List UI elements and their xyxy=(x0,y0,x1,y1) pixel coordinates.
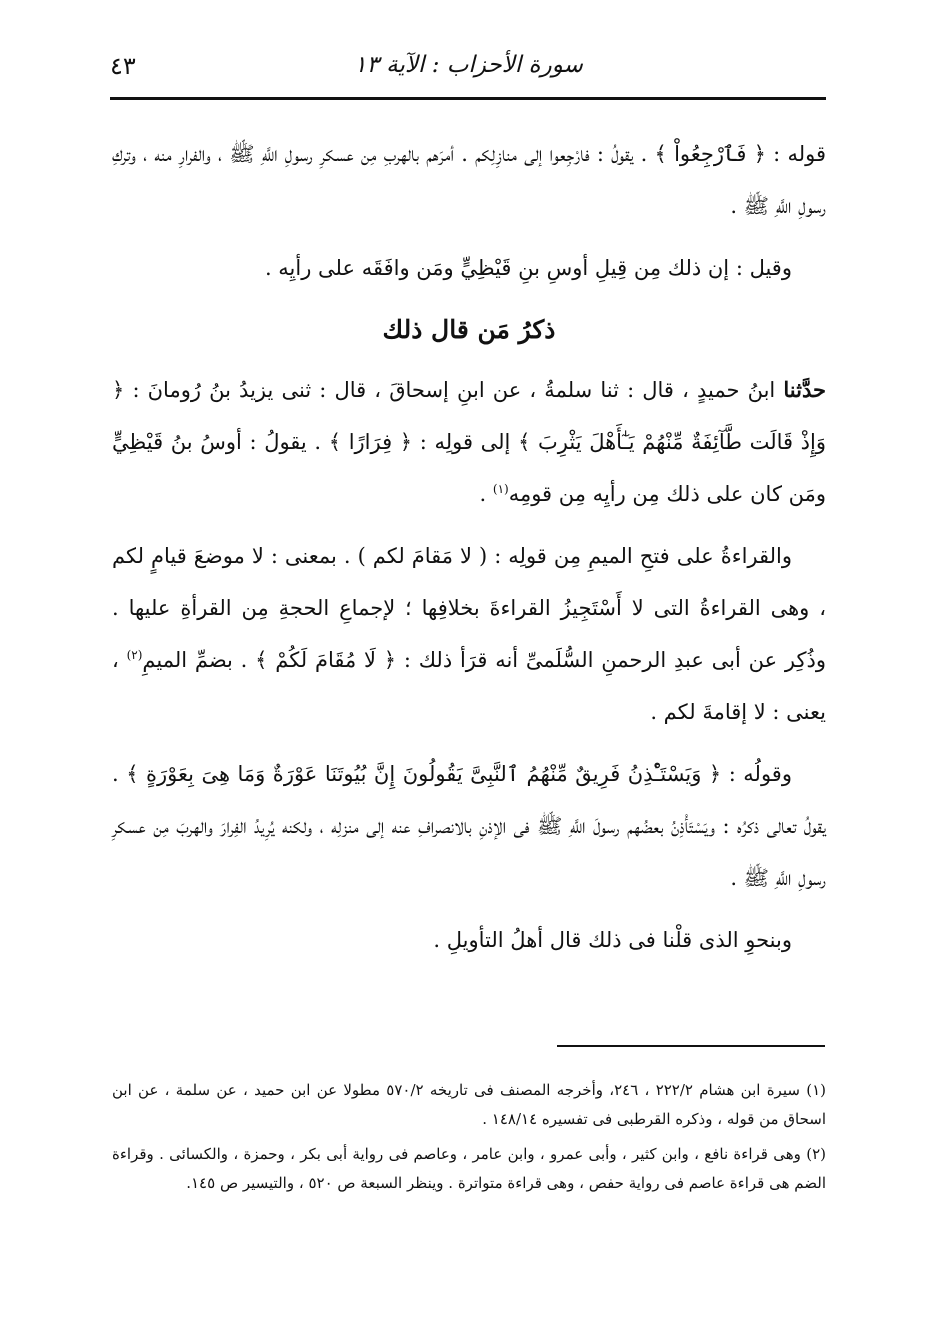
quran-quote: ﴿ لَا مُقَامَ لَكُمْ ﴾ xyxy=(255,648,397,672)
paragraph-4 xyxy=(112,530,826,738)
paragraph-5-text: . يقولُ تعالى ذكرُه : ويَسْتَأْذِنُ بعضُهم رسولَ اللَّهِ ﷺ فى الإذنِ بالانصرافِ عنه إلى منزلِه ، ولكنه يُرِيدُ الفِرارَ والهربَ مِن عسكرِ رسولِ اللَّهِ ﷺ . xyxy=(112,762,826,890)
paragraph-1-text: . يقولُ : فارْجِعوا إلى منازِلِكم . أمرَهم بالهربِ مِن عسكرِ رسولِ اللَّهِ ﷺ ، والفرارِ منه ، وتركِ رسولِ اللَّهِ ﷺ . xyxy=(112,142,826,218)
isnad-text: ابنُ حميدٍ ، قال : ثنا سلمةُ ، عن ابنِ إسحاقَ ، قال : ثنى يزيدُ بنُ رُومانَ : xyxy=(132,378,776,402)
paragraph-4-text-a: والقراءةُ على فتحِ الميمِ مِن قولِه : ( لا مَقامَ لكم ) . بمعنى : لا موضعَ قيامٍ لكم ، وهى القراءةُ التى لا أَسْتَجِيزُ القراءةَ بخلافِها ؛ لإجماعِ الحجةِ مِن القرأةِ عليها . وذُكِر عن أبى عبدِ الرحمنِ السُّلَمىِّ أنه قرَأ ذلك : xyxy=(112,544,826,672)
quran-quote: ﴿ وَإِذْ قَالَت طَّآئِفَةٌ مِّنْهُمْ يَـٰٓأَهْلَ يَثْرِبَ ﴾ xyxy=(112,378,827,454)
quran-quote: ﴿ فَٱرْجِعُواْ ﴾ xyxy=(654,142,766,166)
page-number: ٤٣ xyxy=(110,52,136,80)
paragraph-4-text-c: ، يعنى : لا إقامةَ لكم . xyxy=(112,648,826,724)
footnote-separator xyxy=(557,1045,825,1047)
footnote-ref-2: (٢) xyxy=(126,648,143,662)
section-heading: ذكرُ مَن قال ذلك xyxy=(382,315,556,344)
paragraph-2: وقيل : إن ذلك مِن قِيلِ أوسِ بنِ قَيْظِيٍّ ومَن وافَقَه على رأيِه . xyxy=(264,256,792,280)
isnad-lead: حدَّثنا xyxy=(783,377,826,402)
paragraph-3-text-b: إلى قولِه : xyxy=(419,430,511,454)
quran-quote: ﴿ وَيَسْتَـْٔذِنُ فَرِيقٌ مِّنْهُمُ ٱلنَّبِىَّ يَقُولُونَ إِنَّ بُيُوتَنَا عَوْرَةٌ وَمَا هِىَ بِعَوْرَةٍ ﴾ xyxy=(126,762,722,786)
footnote-2: (٢) وهى قراءة نافع ، وابن كثير ، وأبى عمرو ، وابن عامر ، وعاصم فى رواية أبى بكر ، وحمزة ، والكسائى . وقراءة الضم هى قراءة عاصم فى رواية حفص ، وهى قراءة متواترة . وينظر السبعة ص ٥٢٠ ، والتيسير ص ١٤٥. xyxy=(112,1145,826,1192)
quran-quote: ﴿ فِرَارًا ﴾ xyxy=(328,430,413,454)
paragraph-1 xyxy=(112,128,826,232)
footnote-1: (١) سيرة ابن هشام ٢٢٢/٢ ، ٢٤٦، وأخرجه المصنف فى تاريخه ٥٧٠/٢ مطولا عن ابن حميد ، عن سلمة ، عن ابن اسحاق من قوله ، وذكره القرطبى فى تفسيره ١٤٨/١٤ . xyxy=(112,1081,826,1128)
paragraph-6: وبنحوِ الذى قلْنا فى ذلك قال أهلُ التأويلِ . xyxy=(433,928,792,952)
surah-title: سورة الأحزاب : الآية ١٣ xyxy=(354,52,583,78)
running-header xyxy=(110,52,827,92)
footnote-ref-1: (١) xyxy=(492,482,509,496)
paragraph-5 xyxy=(112,748,826,904)
paragraph-3-text-c: . يقولُ : أوسُ بنُ قَيْظِيٍّ ومَن كان على ذلك مِن رأيِه مِن قومِه xyxy=(112,430,826,506)
paragraph-4-text-b: . بضمِّ الميمِ xyxy=(142,648,248,672)
footnotes xyxy=(112,1076,826,1204)
paragraph-3-end: . xyxy=(479,482,487,506)
main-text xyxy=(112,128,826,976)
header-rule xyxy=(110,97,826,100)
paragraph-5-lead: وقولُه : xyxy=(728,762,792,786)
paragraph-3 xyxy=(112,364,826,520)
paragraph-1-lead: قوله : xyxy=(773,142,826,166)
